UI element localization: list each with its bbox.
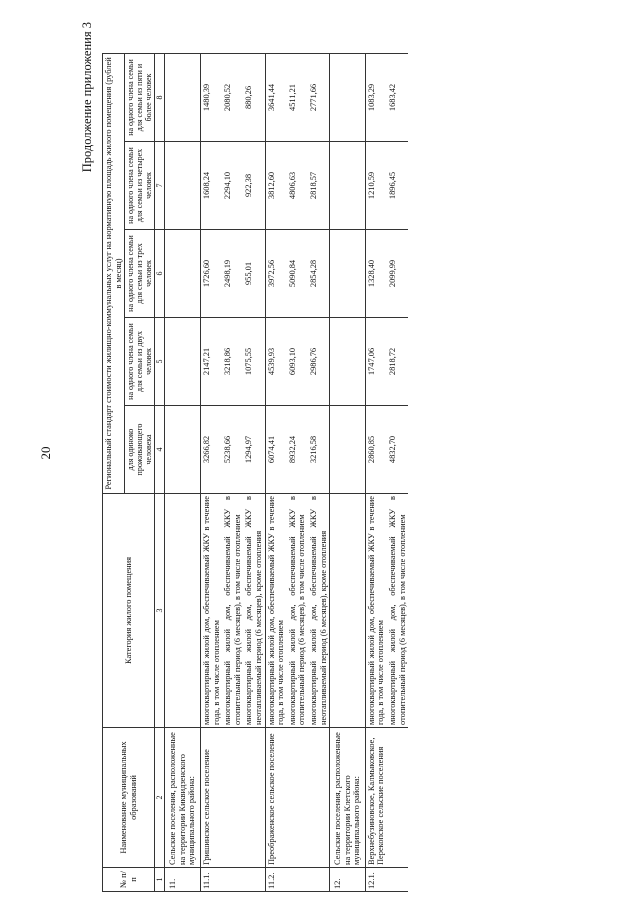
table-row bbox=[265, 53, 287, 891]
col-number: 4 bbox=[155, 406, 165, 494]
rotated-table-area bbox=[80, 12, 640, 892]
municipality-name: Сельские поселения, расположенные на территории Киквидзенского муниципального района: bbox=[165, 728, 201, 868]
housing-category: многоквартирный жилой дом, обеспечиваемый ЖКУ в течение года, в том числе отоплением bbox=[200, 494, 222, 728]
col-number: 8 bbox=[155, 53, 165, 141]
housing-cost-standard-table bbox=[102, 53, 408, 892]
housing-category: многоквартирный жилой дом, обеспечиваемый ЖКУ в неотапливаемый период (6 месяцев), кроме отопления bbox=[308, 494, 330, 728]
cost-value: 1328,40 bbox=[365, 230, 387, 318]
header-single: для одиноко проживающего человека bbox=[125, 406, 155, 494]
col-number: 3 bbox=[155, 494, 165, 728]
row-number: 12.1. bbox=[365, 868, 387, 892]
cost-value bbox=[165, 142, 201, 230]
table-row bbox=[308, 53, 330, 891]
municipality-name: Преображенское сельское поселение bbox=[265, 728, 287, 868]
cost-value: 3972,56 bbox=[265, 230, 287, 318]
municipality-name: Верхнебузиновское, Калмыковское, Перекопское сельские поселения bbox=[365, 728, 387, 868]
cost-value: 2854,28 bbox=[308, 230, 330, 318]
cost-value: 1480,39 bbox=[200, 53, 222, 141]
cost-value: 2818,57 bbox=[308, 142, 330, 230]
col-number: 6 bbox=[155, 230, 165, 318]
cost-value: 4539,93 bbox=[265, 318, 287, 406]
housing-category: многоквартирный жилой дом, обеспечиваемый ЖКУ в отопительный период (6 месяцев), в том числе отоплением bbox=[222, 494, 243, 728]
cost-value: 2294,10 bbox=[222, 142, 243, 230]
municipality-name bbox=[287, 728, 308, 868]
cost-value: 1896,45 bbox=[387, 142, 408, 230]
table-row bbox=[387, 53, 408, 891]
cost-value: 3641,44 bbox=[265, 53, 287, 141]
municipality-name: Гришинское сельское поселение bbox=[200, 728, 222, 868]
cost-value bbox=[165, 53, 201, 141]
row-number bbox=[287, 868, 308, 892]
table-row bbox=[365, 53, 387, 891]
cost-value: 2818,72 bbox=[387, 318, 408, 406]
cost-value: 1075,55 bbox=[243, 318, 265, 406]
cost-value bbox=[330, 318, 366, 406]
housing-category bbox=[330, 494, 366, 728]
cost-value bbox=[330, 406, 366, 494]
header-category: Категория жилого помещения bbox=[103, 494, 155, 728]
page-number: 20 bbox=[38, 446, 53, 460]
cost-value: 5238,66 bbox=[222, 406, 243, 494]
cost-value: 3812,60 bbox=[265, 142, 287, 230]
cost-value: 2498,19 bbox=[222, 230, 243, 318]
header-family-four: на одного члена семьи для семьи из четырех человек bbox=[125, 142, 155, 230]
cost-value: 6093,10 bbox=[287, 318, 308, 406]
row-number: 11. bbox=[165, 868, 201, 892]
cost-value: 4806,63 bbox=[287, 142, 308, 230]
housing-category: многоквартирный жилой дом, обеспечиваемый ЖКУ в течение года, в том числе отоплением bbox=[365, 494, 387, 728]
col-number: 1 bbox=[155, 868, 165, 892]
cost-value: 4511,21 bbox=[287, 53, 308, 141]
row-number bbox=[308, 868, 330, 892]
col-number: 7 bbox=[155, 142, 165, 230]
cost-value: 3216,58 bbox=[308, 406, 330, 494]
table-row bbox=[287, 53, 308, 891]
cost-value: 1683,42 bbox=[387, 53, 408, 141]
header-municipality: Наименование муниципальных образований bbox=[103, 728, 155, 868]
cost-value: 2099,99 bbox=[387, 230, 408, 318]
header-standard: Региональный стандарт стоимости жилищно-коммунальных услуг на нормативную площадь жилого помещения (рублей в месяц) bbox=[103, 53, 125, 493]
table-row bbox=[222, 53, 243, 891]
cost-value bbox=[330, 230, 366, 318]
cost-value: 1294,97 bbox=[243, 406, 265, 494]
cost-value: 3218,86 bbox=[222, 318, 243, 406]
cost-value: 3266,82 bbox=[200, 406, 222, 494]
cost-value: 1726,60 bbox=[200, 230, 222, 318]
cost-value bbox=[165, 406, 201, 494]
cost-value: 5090,84 bbox=[287, 230, 308, 318]
cost-value bbox=[165, 230, 201, 318]
cost-value: 955,01 bbox=[243, 230, 265, 318]
cost-value: 4832,70 bbox=[387, 406, 408, 494]
table-row bbox=[200, 53, 222, 891]
municipality-name bbox=[308, 728, 330, 868]
cost-value: 1608,24 bbox=[200, 142, 222, 230]
municipality-name bbox=[387, 728, 408, 868]
col-number: 2 bbox=[155, 728, 165, 868]
row-number bbox=[243, 868, 265, 892]
cost-value: 1747,06 bbox=[365, 318, 387, 406]
cost-value: 2147,21 bbox=[200, 318, 222, 406]
cost-value bbox=[330, 53, 366, 141]
cost-value: 2771,66 bbox=[308, 53, 330, 141]
cost-value: 880,26 bbox=[243, 53, 265, 141]
cost-value: 6074,41 bbox=[265, 406, 287, 494]
cost-value: 2080,52 bbox=[222, 53, 243, 141]
housing-category: многоквартирный жилой дом, обеспечиваемый ЖКУ в неотапливаемый период (6 месяцев), кроме отопления bbox=[243, 494, 265, 728]
table-row bbox=[165, 53, 201, 891]
municipality-name: Сельские поселения, расположенные на территории Клетского муниципального района: bbox=[330, 728, 366, 868]
municipality-name bbox=[243, 728, 265, 868]
header-family-two: на одного члена семьи для семьи из двух человек bbox=[125, 318, 155, 406]
cost-value: 922,38 bbox=[243, 142, 265, 230]
housing-category: многоквартирный жилой дом, обеспечиваемый ЖКУ в отопительный период (6 месяцев), в том числе отоплением bbox=[287, 494, 308, 728]
header-family-five: на одного члена семьи для семьи из пяти и более человек bbox=[125, 53, 155, 141]
cost-value: 2860,85 bbox=[365, 406, 387, 494]
municipality-name bbox=[222, 728, 243, 868]
row-number bbox=[222, 868, 243, 892]
cost-value bbox=[330, 142, 366, 230]
row-number: 11.1. bbox=[200, 868, 222, 892]
row-number: 11.2. bbox=[265, 868, 287, 892]
row-number bbox=[387, 868, 408, 892]
appendix-caption: Продолжение приложения 3 bbox=[80, 22, 94, 173]
row-number: 12. bbox=[330, 868, 366, 892]
table-row bbox=[330, 53, 366, 891]
col-number: 5 bbox=[155, 318, 165, 406]
table-row bbox=[243, 53, 265, 891]
cost-value: 1210,59 bbox=[365, 142, 387, 230]
cost-value: 1083,29 bbox=[365, 53, 387, 141]
header-family-three: на одного члена семьи для семьи из трех человек bbox=[125, 230, 155, 318]
housing-category: многоквартирный жилой дом, обеспечиваемый ЖКУ в течение года, в том числе отоплением bbox=[265, 494, 287, 728]
cost-value: 2986,76 bbox=[308, 318, 330, 406]
cost-value: 8932,24 bbox=[287, 406, 308, 494]
header-no: № п/п bbox=[103, 868, 155, 892]
housing-category: многоквартирный жилой дом, обеспечиваемый ЖКУ в отопительный период (6 месяцев), в том числе отоплением bbox=[387, 494, 408, 728]
housing-category bbox=[165, 494, 201, 728]
cost-value bbox=[165, 318, 201, 406]
